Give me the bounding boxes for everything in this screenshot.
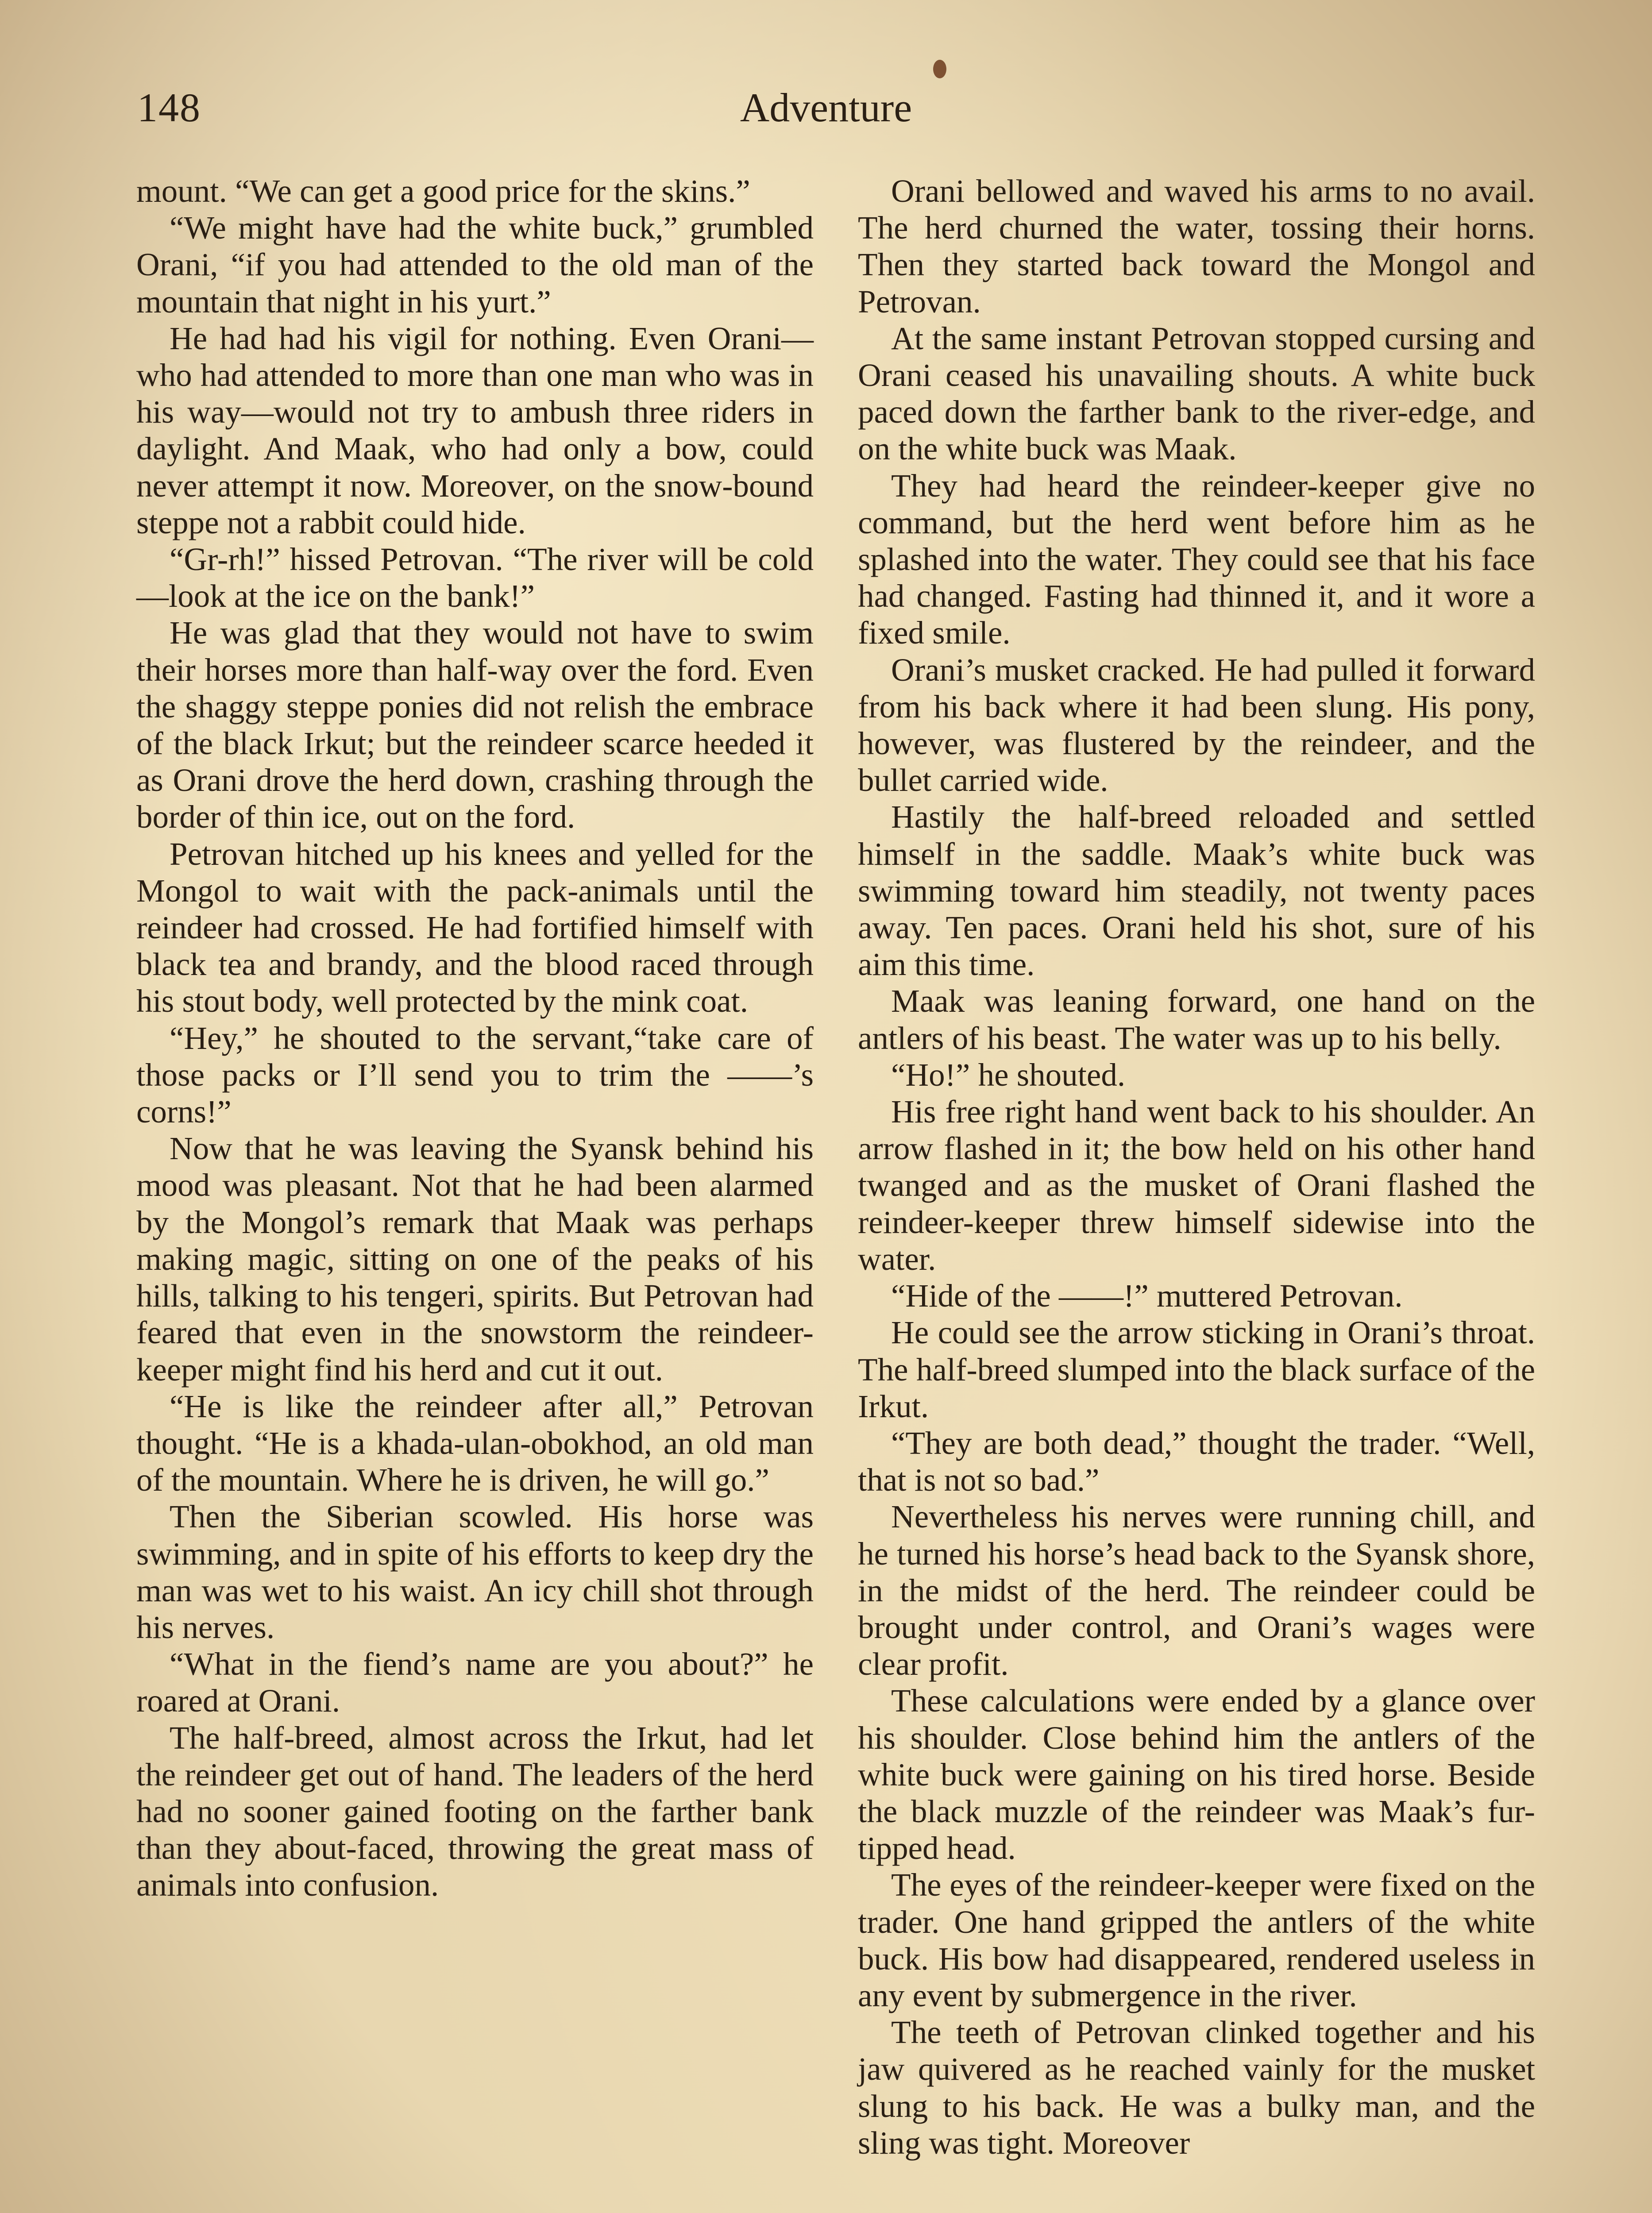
- running-head-title: Adventure: [740, 85, 912, 130]
- paragraph: mount. “We can get a good price for the skins.”: [136, 173, 750, 209]
- paragraph: The eyes of the reindeer-keeper were fixed on the trader. One hand gripped the antlers of the white buck. His bow had disappeared, rendered useless in any event by submergence in the river.: [858, 1867, 1535, 2013]
- paragraph: Maak was leaning forward, one hand on the antlers of his beast. The water was up to his belly.: [858, 983, 1535, 1056]
- paragraph: These calculations were ended by a glance over his shoulder. Close behind him the antlers of the white buck were gaining on his tired horse. Beside the black muzzle of the reindeer was Maak’s fur-tipped head.: [858, 1683, 1535, 1866]
- paragraph: They had heard the reindeer-keeper give no command, but the herd went before him as he splashed into the water. They could see that his face had changed. Fasting had thinned it, and it wore a fixed smile.: [858, 467, 1535, 651]
- paragraph: Then the Siberian scowled. His horse was swimming, and in spite of his efforts to keep dry the man was wet to his waist. An icy chill shot through his nerves.: [136, 1499, 814, 1645]
- paragraph: The teeth of Petrovan clinked together and his jaw quivered as he reached vainly for the musket slung to his back. He was a bulky man, and the sling was tight. Moreover: [858, 2014, 1535, 2161]
- paragraph: “Hide of the ——!” muttered Petrovan.: [891, 1278, 1403, 1314]
- paragraph: Orani’s musket cracked. He had pulled it forward from his back where it had been slung. His pony, however, was flustered by the reindeer, and the bullet carried wide.: [858, 652, 1535, 798]
- paragraph: His free right hand went back to his shoulder. An arrow flashed in it; the bow held on his other hand twanged and as the musket of Orani flashed the reindeer-keeper threw himself sidewise into the water.: [858, 1094, 1535, 1277]
- paragraph: The half-breed, almost across the Irkut, had let the reindeer get out of hand. The leaders of the herd had no sooner gained footing on the farther bank than they about-faced, throwing the great mass of animals into confusion.: [136, 1720, 814, 1903]
- paragraph: Hastily the half-breed reloaded and settled himself in the saddle. Maak’s white buck was swimming toward him steadily, not twenty paces away. Ten paces. Orani held his shot, sure of his aim this time.: [858, 799, 1535, 983]
- paragraph: “Gr-rh!” hissed Petrovan. “The river will be cold—look at the ice on the bank!”: [136, 541, 814, 614]
- ink-smudge: [933, 60, 946, 78]
- paragraph: “Hey,” he shouted to the servant,“take care of those packs or I’ll send you to trim the ——’s corns!”: [136, 1020, 814, 1130]
- paragraph: Nevertheless his nerves were running chill, and he turned his horse’s head back to the Syansk shore, in the midst of the herd. The reindeer could be brought under control, and Orani’s wages were clear profit.: [858, 1499, 1535, 1682]
- paragraph: “We might have had the white buck,” grumbled Orani, “if you had attended to the old man of the mountain that night in his yurt.”: [136, 210, 814, 320]
- paragraph: Orani bellowed and waved his arms to no avail. The herd churned the water, tossing their horns. Then they started back toward the Mongol and Petrovan.: [858, 173, 1535, 320]
- paragraph: “Ho!” he shouted.: [891, 1056, 1126, 1093]
- page-number: 148: [137, 85, 201, 130]
- paragraph: “He is like the reindeer after all,” Petrovan thought. “He is a khada-ulan-obokhod, an old man of the mountain. Where he is driven, he will go.”: [136, 1388, 814, 1498]
- right-column: [858, 173, 1535, 2161]
- paragraph: He was glad that they would not have to swim their horses more than half-way over the ford. Even the shaggy steppe ponies did not relish the embrace of the black Irkut; but the reindeer scarce heeded it as Orani drove the herd down, crashing through the border of thin ice, out on the ford.: [136, 615, 814, 835]
- paragraph: He could see the arrow sticking in Orani’s throat. The half-breed slumped into the black surface of the Irkut.: [858, 1315, 1535, 1424]
- paragraph: “What in the fiend’s name are you about?” he roared at Orani.: [136, 1646, 814, 1719]
- paragraph: “They are both dead,” thought the trader. “Well, that is not so bad.”: [858, 1425, 1535, 1498]
- paragraph: He had had his vigil for nothing. Even Orani—who had attended to more than one man who was in his way—would not try to ambush three riders in daylight. And Maak, who had only a bow, could never attempt it now. Moreover, on the snow-bound steppe not a rabbit could hide.: [136, 320, 814, 540]
- paragraph: Now that he was leaving the Syansk behind his mood was pleasant. Not that he had been alarmed by the Mongol’s remark that Maak was perhaps making magic, sitting on one of the peaks of his hills, talking to his tengeri, spirits. But Petrovan had feared that even in the snowstorm the reindeer-keeper might find his herd and cut it out.: [136, 1130, 814, 1388]
- left-column: [136, 173, 814, 1904]
- paragraph: Petrovan hitched up his knees and yelled for the Mongol to wait with the pack-animals until the reindeer had crossed. He had fortified himself with black tea and brandy, and the blood raced through his stout body, well protected by the mink coat.: [136, 836, 814, 1019]
- paragraph: At the same instant Petrovan stopped cursing and Orani ceased his unavailing shouts. A white buck paced down the farther bank to the river-edge, and on the white buck was Maak.: [858, 320, 1535, 467]
